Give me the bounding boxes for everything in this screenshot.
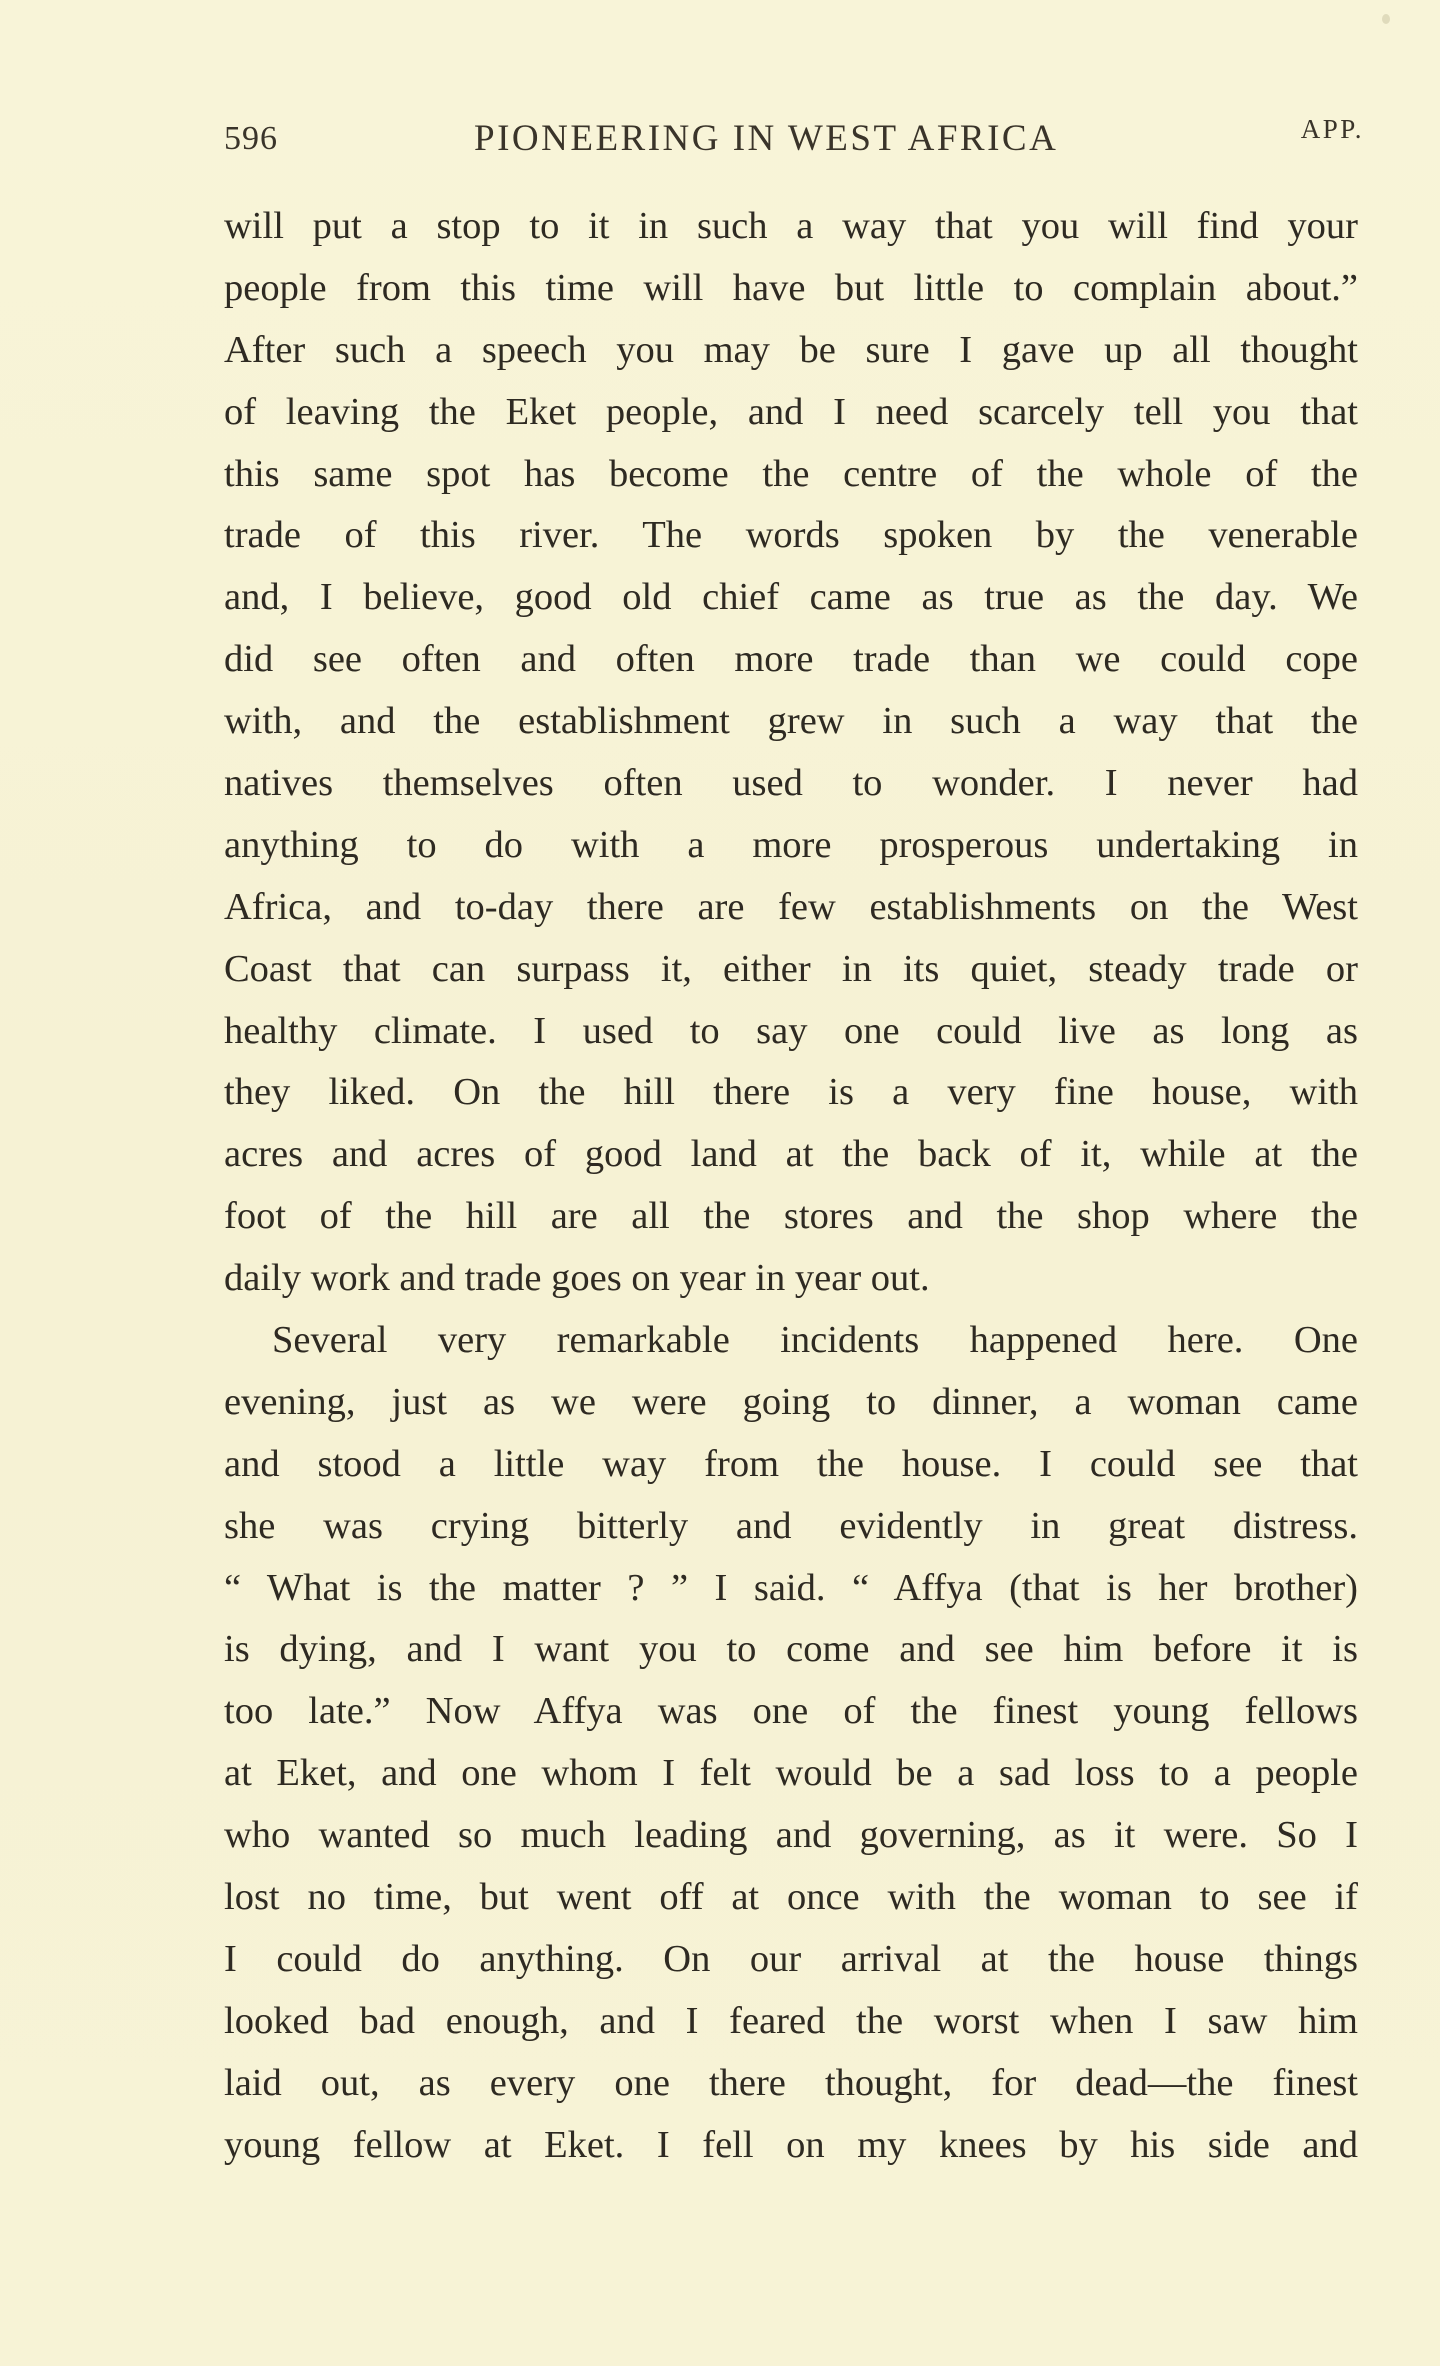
text-line: trade of this river. The words spoken by the venerable bbox=[224, 514, 1358, 557]
text-line: I could do anything. On our arrival at the house things bbox=[224, 1937, 1358, 1980]
text-line: evening, just as we were going to dinner, a woman came bbox=[224, 1380, 1358, 1423]
paragraph-end-line: daily work and trade goes on year in year out. bbox=[224, 1257, 930, 1300]
text-line: people from this time will have but little to complain about.” bbox=[224, 266, 1358, 309]
text-line: did see often and often more trade than we could cope bbox=[224, 638, 1358, 681]
text-line: foot of the hill are all the stores and the shop where the bbox=[224, 1195, 1358, 1238]
text-line: After such a speech you may be sure I gave up all thought bbox=[224, 328, 1358, 371]
text-line: natives themselves often used to wonder. I never had bbox=[224, 762, 1358, 805]
text-line: she was crying bitterly and evidently in great distress. bbox=[224, 1504, 1358, 1547]
page-header bbox=[224, 112, 1364, 172]
text-line: young fellow at Eket. I fell on my knees by his side and bbox=[224, 2123, 1358, 2166]
text-line: will put a stop to it in such a way that you will find your bbox=[224, 205, 1358, 247]
text-line: this same spot has become the centre of the whole of the bbox=[224, 452, 1358, 495]
text-line: Africa, and to-day there are few establishments on the West bbox=[224, 885, 1358, 928]
page-number: 596 bbox=[224, 120, 278, 157]
text-line: they liked. On the hill there is a very fine house, with bbox=[224, 1071, 1358, 1114]
section-mark: APP. bbox=[1300, 114, 1364, 144]
text-line: too late.” Now Affya was one of the finest young fellows bbox=[224, 1690, 1358, 1733]
text-line: with, and the establishment grew in such a way that the bbox=[224, 700, 1358, 743]
text-line: acres and acres of good land at the back of it, while at the bbox=[224, 1133, 1358, 1176]
text-line: and, I believe, good old chief came as true as the day. We bbox=[224, 576, 1358, 619]
text-line: anything to do with a more prosperous undertaking in bbox=[224, 823, 1358, 866]
text-line: and stood a little way from the house. I could see that bbox=[224, 1442, 1358, 1485]
text-line: healthy climate. I used to say one could live as long as bbox=[224, 1009, 1358, 1052]
text-line: lost no time, but went off at once with the woman to see if bbox=[224, 1876, 1358, 1919]
text-line: of leaving the Eket people, and I need scarcely tell you that bbox=[224, 390, 1358, 433]
text-line: Coast that can surpass it, either in its quiet, steady trade or bbox=[224, 947, 1358, 990]
paper-speck bbox=[1382, 14, 1390, 24]
text-line: at Eket, and one whom I felt would be a sad loss to a people bbox=[224, 1752, 1358, 1795]
body-text bbox=[224, 196, 1358, 2177]
text-line: laid out, as every one there thought, for dead—the finest bbox=[224, 2061, 1358, 2104]
running-title: PIONEERING IN WEST AFRICA bbox=[474, 118, 1059, 159]
text-line: is dying, and I want you to come and see him before it is bbox=[224, 1628, 1358, 1671]
text-line: looked bad enough, and I feared the worst when I saw him bbox=[224, 1999, 1358, 2042]
text-line: who wanted so much leading and governing, as it were. So I bbox=[224, 1814, 1358, 1857]
text-line: “ What is the matter ? ” I said. “ Affya (that is her brother) bbox=[224, 1566, 1358, 1609]
paragraph-start-line: Several very remarkable incidents happened here. One bbox=[272, 1319, 1358, 1362]
